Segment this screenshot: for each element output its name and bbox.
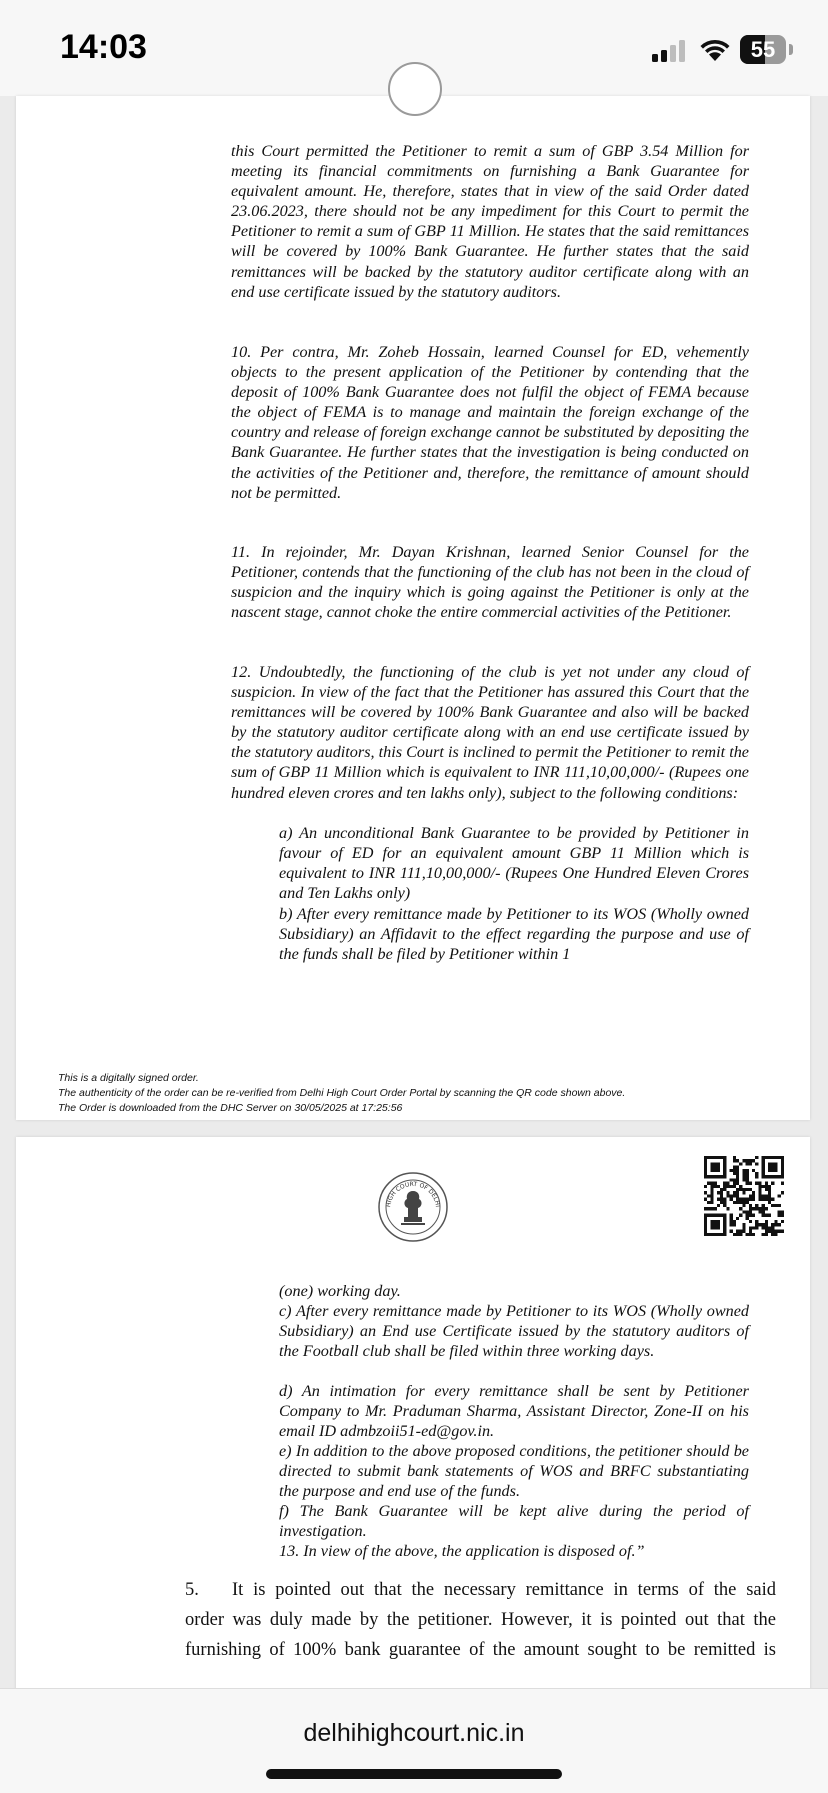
condition-f: f) The Bank Guarantee will be kept alive during the period of investigation. [279,1502,749,1541]
condition-a: a) An unconditional Bank Guarantee to be provided by Petitioner in favour of ED for an equivalent amount GBP 11 Million which is equivalent to INR 111,10,00,000/- (Rupees One Hundred Eleven Crores and Ten Lakhs only) [279,824,749,903]
condition-e: e) In addition to the above proposed conditions, the petitioner should be directed to submit bank statements of WOS and BRFC substantiating the purpose and end use of the funds. [279,1442,749,1501]
cellular-signal-icon [652,40,688,62]
digital-signature-note: This is a digitally signed order. [58,1072,199,1084]
emblem-text: HIGH COURT OF DELHI [385,1180,441,1208]
document-page-1 [16,96,810,1120]
battery-icon [740,35,786,64]
battery-percentage: 55 [750,37,776,62]
paragraph-5-line-3: furnishing of 100% bank guarantee of the amount sought to be remitted is [185,1640,776,1660]
download-note: The Order is downloaded from the DHC Server on 30/05/2025 at 17:25:56 [58,1102,403,1114]
order-paragraph-9-continued: this Court permitted the Petitioner to remit a sum of GBP 3.54 Million for meeting its financial commitments on furnishing a Bank Guarantee for equivalent amount. He, therefore, states that in view of the said Order dated 23.06.2023, there should not be any impediment for this Court to permit the Petitioner to remit a sum of GBP 11 Million. He states that the said remittances will be covered by 100% Bank Guarantee. He further states that the said remittances will be backed by the statutory auditor certificate along with an end use certificate issued by the statutory auditors. [231,142,749,301]
paragraph-5-line-2: order was duly made by the petitioner. However, it is pointed out that the [185,1610,776,1630]
document-page-2 [16,1137,810,1697]
paragraph-number: 5. [185,1580,199,1600]
court-emblem-partial [388,62,442,116]
status-time: 14:03 [60,28,147,66]
condition-c: c) After every remittance made by Petitioner to its WOS (Wholly owned Subsidiary) an End use Certificate issued by the statutory auditors of the Football club shall be filed within three working days. [279,1302,749,1361]
authenticity-note: The authenticity of the order can be re-verified from Delhi High Court Order Portal by scanning the QR code shown above. [58,1087,626,1099]
home-indicator[interactable] [266,1769,562,1779]
condition-d: d) An intimation for every remittance shall be sent by Petitioner Company to Mr. Praduman Sharma, Assistant Director, Zone-II on his email ID admbzoii51-ed@gov.in. [279,1382,749,1441]
browser-address-bar[interactable] [0,1688,828,1793]
url-text[interactable]: delhihighcourt.nic.in [303,1719,525,1747]
condition-b: b) After every remittance made by Petitioner to its WOS (Wholly owned Subsidiary) an Affidavit to the effect regarding the purpose and use of the funds shall be filed by Petitioner within 1 [279,905,749,964]
condition-b-continued: (one) working day. [279,1282,401,1300]
paragraph-5-line-1: It is pointed out that the necessary remittance in terms of the said [232,1580,776,1600]
qr-code [704,1156,784,1236]
order-paragraph-10: 10. Per contra, Mr. Zoheb Hossain, learned Counsel for ED, vehemently objects to the present application of the Petitioner by contending that the deposit of 100% Bank Guarantee does not fulfil the object of FEMA because the object of FEMA is to manage and maintain the foreign exchange of the country and release of foreign exchange cannot be substituted by depositing the Bank Guarantee. He further states that the investigation is being conducted on the activities of the Petitioner and, therefore, the remittance of amount should not be permitted. [231,343,749,502]
wifi-icon [699,38,731,62]
battery-cap [789,44,793,55]
court-emblem-icon [377,1171,449,1243]
order-paragraph-13: 13. In view of the above, the application is disposed of.” [279,1542,645,1560]
order-paragraph-11: 11. In rejoinder, Mr. Dayan Krishnan, learned Senior Counsel for the Petitioner, contends that the functioning of the club has not been in the cloud of suspicion and the inquiry which is going against the Petitioner is only at the nascent stage, cannot choke the entire commercial activities of the Petitioner. [231,543,749,622]
order-paragraph-12: 12. Undoubtedly, the functioning of the club is yet not under any cloud of suspicion. In view of the fact that the Petitioner has assured this Court that the remittances will be covered by 100% Bank Guarantee and also will be backed by the statutory auditor certificate along with an end use certificate issued by the statutory auditors, this Court is inclined to permit the Petitioner to remit the sum of GBP 11 Million which is equivalent to INR 111,10,00,000/- (Rupees one hundred eleven crores and ten lakhs only), subject to the following conditions: [231,663,749,802]
